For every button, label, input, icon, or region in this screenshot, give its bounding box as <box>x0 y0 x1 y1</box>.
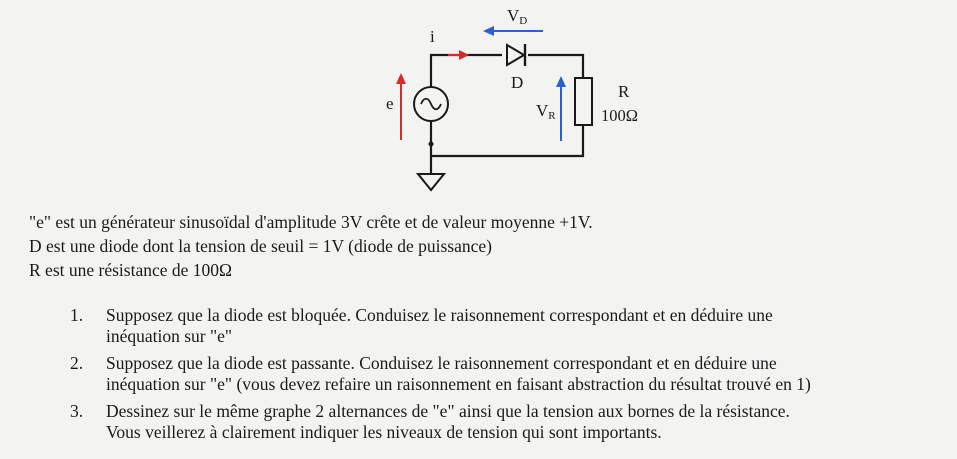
description-resistor: R est une résistance de 100Ω <box>29 260 233 280</box>
question-text: Supposez que la diode est passante. Conduisez le raisonnement correspondant et en déduire une <box>106 353 777 373</box>
resistor-label: R <box>618 82 630 101</box>
question-text-continued: inéquation sur "e" (vous devez refaire un raisonnement en faisant abstraction du résultat trouvé en 1) <box>106 374 811 394</box>
junction-dot <box>429 142 434 147</box>
vr-arrow <box>556 76 566 141</box>
vd-label: VD <box>507 6 528 27</box>
voltage-source-symbol <box>414 87 448 121</box>
source-voltage-arrow <box>396 73 406 140</box>
question-number: 1. <box>70 305 84 325</box>
wire-top-left <box>431 55 502 87</box>
question-number: 2. <box>70 353 84 373</box>
question-item <box>70 401 811 443</box>
question-item <box>70 305 811 347</box>
circuit-diagram <box>0 0 957 205</box>
diode-label: D <box>511 73 524 92</box>
vr-label: VR <box>536 101 556 122</box>
resistor-value-label: 100Ω <box>601 106 639 125</box>
wire-top-right <box>528 55 583 78</box>
question-text-continued: inéquation sur "e" <box>106 326 233 346</box>
source-label: e <box>386 94 394 113</box>
description-source: "e" est un générateur sinusoïdal d'amplitude 3V crête et de valeur moyenne +1V. <box>29 212 593 232</box>
ground-symbol <box>418 174 444 190</box>
question-number: 3. <box>70 401 84 421</box>
vd-arrow <box>483 26 543 36</box>
current-arrow <box>448 50 469 60</box>
description-diode: D est une diode dont la tension de seuil = 1V (diode de puissance) <box>29 236 492 256</box>
diode-symbol <box>507 44 525 66</box>
question-text-continued: Vous veillerez à clairement indiquer les niveaux de tension qui sont importants. <box>106 422 662 442</box>
question-text: Dessinez sur le même graphe 2 alternances de "e" ainsi que la tension aux bornes de la résistance. <box>106 401 790 421</box>
resistor-symbol <box>575 78 592 125</box>
question-text: Supposez que la diode est bloquée. Conduisez le raisonnement correspondant et en déduire une <box>106 305 773 325</box>
question-item <box>70 353 811 395</box>
current-label: i <box>430 27 435 46</box>
question-list <box>70 305 811 449</box>
